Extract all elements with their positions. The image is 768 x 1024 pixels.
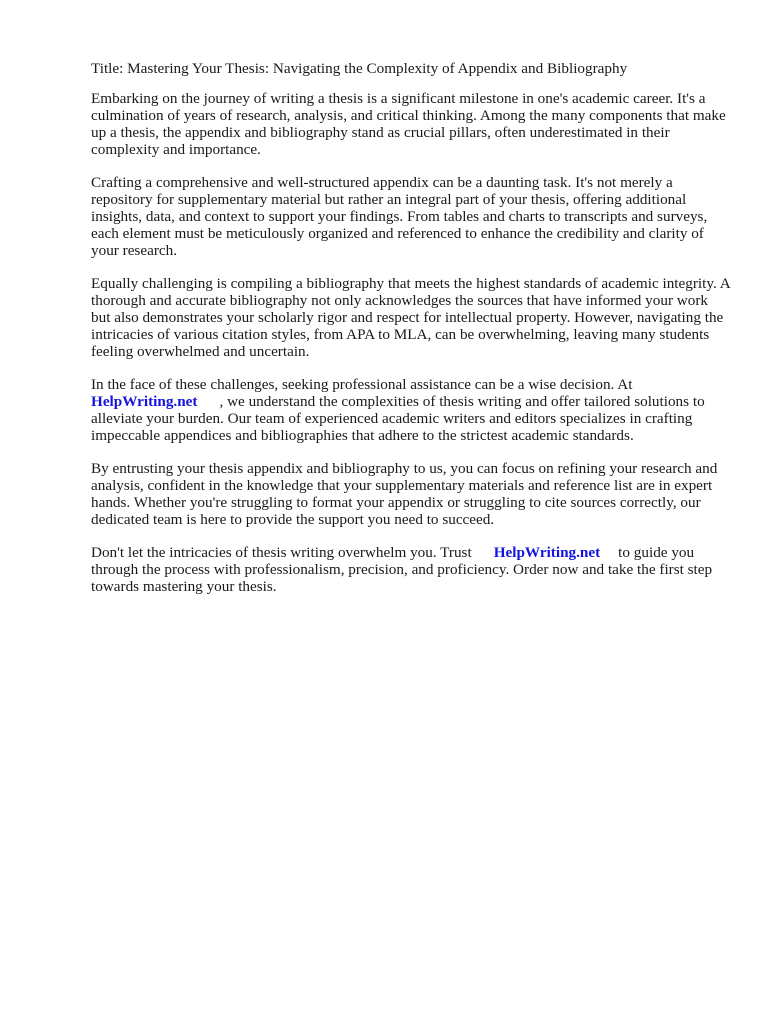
paragraph-assistance-rest: , we understand the complexities of thesis writing and offer tailored solutions to alleviate your burden. Our team of experienced academic writers and editors specializes in crafting impeccable appendices and bibliographies that adhere to the strictest academic standards. — [91, 393, 705, 444]
paragraph-intro: Embarking on the journey of writing a thesis is a significant milestone in one's academic career. It's a culmination of years of research, analysis, and critical thinking. Among the many components that make up a thesis, the appendix and bibliography stand as crucial pillars, often underestimated in their complexity and importance. — [91, 90, 726, 158]
paragraph-appendix: Crafting a comprehensive and well-structured appendix can be a daunting task. It's not merely a repository for supplementary material but rather an integral part of your thesis, offering additional insights, data, and context to support your findings. From tables and charts to transcripts and surveys, each element must be meticulously organized and referenced to enhance the credibility and clarity of your research. — [91, 174, 708, 259]
paragraph-entrusting: By entrusting your thesis appendix and bibliography to us, you can focus on refining your research and analysis, confident in the knowledge that your supplementary materials and reference list are in expert hands. Whether you're struggling to format your appendix or struggling to cite sources correctly, our dedicated team is here to provide the support you need to succeed. — [91, 460, 718, 528]
paragraph-closing-rest: to guide you through the process with professionalism, precision, and proficiency. Order now and take the first step towards mastering your thesis. — [91, 544, 713, 595]
helpwriting-link-closing[interactable]: HelpWriting.net — [493, 544, 601, 561]
document-body — [91, 60, 731, 611]
document-title: Title: Mastering Your Thesis: Navigating the Complexity of Appendix and Bibliography — [91, 60, 628, 77]
paragraph-assistance-lead: In the face of these challenges, seeking professional assistance can be a wise decision. At — [91, 376, 633, 393]
paragraph-closing-lead: Don't let the intricacies of thesis writing overwhelm you. Trust — [91, 544, 472, 561]
paragraph-bibliography: Equally challenging is compiling a bibliography that meets the highest standards of academic integrity. A thorough and accurate bibliography not only acknowledges the sources that have informed your work but also demonstrates your scholarly rigor and respect for intellectual property. However, navigating the intricacies of various citation styles, from APA to MLA, can be overwhelming, leaving many students feeling overwhelmed and uncertain. — [91, 275, 730, 360]
paragraph-closing — [91, 544, 731, 595]
paragraph-assistance — [91, 376, 731, 444]
helpwriting-link[interactable]: HelpWriting.net — [91, 393, 198, 410]
